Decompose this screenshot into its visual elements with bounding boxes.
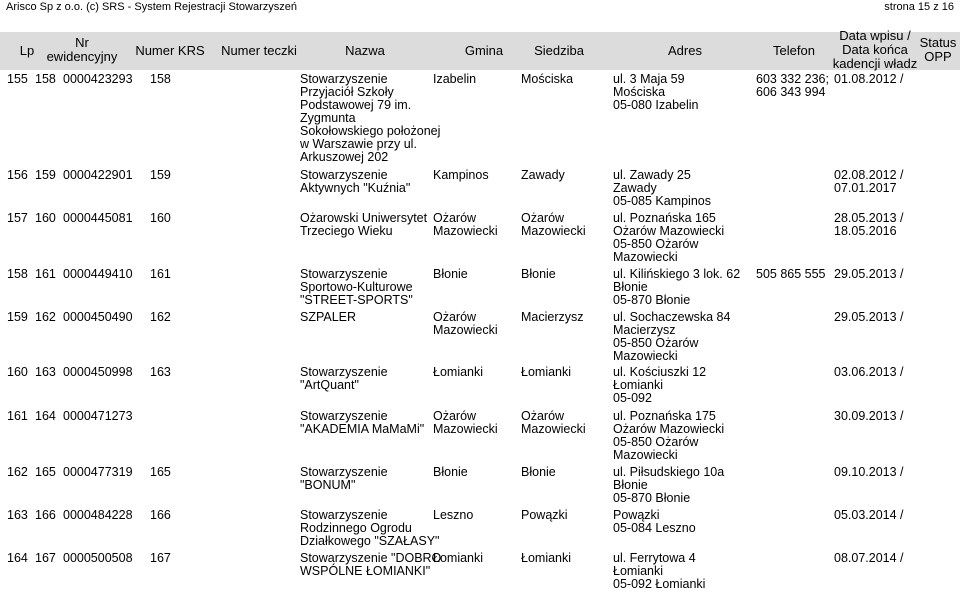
- cell-data-line: 08.07.2014 /: [834, 551, 904, 565]
- cell-nazwa-line: "ArtQuant": [300, 378, 359, 392]
- cell-nazwa-line: Ożarowski Uniwersytet: [300, 211, 428, 225]
- cell-gmina-line: Mazowiecki: [433, 323, 498, 337]
- cell-krs: 0000449410: [63, 267, 133, 281]
- cell-adres-line: 05-092 Łomianki: [613, 577, 706, 591]
- cell-lp: 158: [7, 267, 28, 281]
- cell-siedziba: [521, 466, 556, 479]
- cell-data-line: 07.01.2017: [834, 181, 897, 195]
- cell-adres-line: ul. Ferrytowa 4: [613, 551, 696, 565]
- cell-gmina-line: Błonie: [433, 267, 468, 281]
- cell-adres-line: Zawady: [613, 181, 657, 195]
- cell-data-line: 03.06.2013 /: [834, 365, 904, 379]
- cell-gmina-line: Ożarów: [433, 211, 477, 225]
- cell-siedziba: [521, 509, 568, 522]
- cell-adres-line: 05-870 Błonie: [613, 491, 691, 505]
- cell-gmina: [433, 73, 476, 86]
- header-nr-ewidencyjny: [42, 36, 122, 64]
- cell-nazwa: [300, 73, 440, 164]
- cell-nazwa: [300, 552, 441, 578]
- cell-adres: [613, 268, 740, 307]
- cell-gmina-line: Izabelin: [433, 72, 477, 86]
- cell-data: [834, 410, 904, 423]
- cell-adres-line: ul. Poznańska 175: [613, 409, 716, 423]
- cell-teczka: 163: [150, 365, 171, 379]
- cell-teczka: 161: [150, 267, 171, 281]
- cell-adres-line: Łomianki: [613, 564, 664, 578]
- header-adres: Adres: [668, 43, 702, 58]
- cell-data-line: 29.05.2013 /: [834, 267, 904, 281]
- cell-data-line: 05.03.2014 /: [834, 508, 904, 522]
- cell-nazwa-line: Stowarzyszenie: [300, 409, 388, 423]
- cell-teczka: 167: [150, 551, 171, 565]
- cell-adres-line: Ożarów Mazowiecki: [613, 224, 725, 238]
- header-status: [916, 36, 960, 64]
- cell-gmina-line: Łomianki: [433, 551, 484, 565]
- cell-adres-line: Błonie: [613, 280, 648, 294]
- cell-data: [834, 311, 904, 324]
- cell-lp: 157: [7, 211, 28, 225]
- cell-nazwa: [300, 169, 410, 195]
- cell-nazwa-line: Trzeciego Wieku: [300, 224, 393, 238]
- cell-siedziba-line: Błonie: [521, 267, 556, 281]
- cell-nazwa-line: Przyjaciół Szkoły: [300, 85, 394, 99]
- cell-gmina-line: Ożarów: [433, 310, 477, 324]
- cell-telefon: [756, 268, 826, 281]
- page-number: strona 15 z 16: [884, 1, 954, 13]
- cell-krs: 0000484228: [63, 508, 133, 522]
- header-telefon: Telefon: [773, 43, 815, 58]
- cell-adres-line: 05-084 Leszno: [613, 521, 696, 535]
- cell-nazwa: [300, 268, 413, 307]
- cell-data: [834, 73, 904, 86]
- cell-krs: 0000445081: [63, 211, 133, 225]
- cell-gmina: [433, 311, 498, 337]
- cell-adres-line: 05-085 Kampinos: [613, 194, 711, 208]
- cell-telefon-line: 603 332 236;: [756, 72, 829, 86]
- cell-teczka: 162: [150, 310, 171, 324]
- cell-adres: [613, 73, 698, 112]
- cell-nazwa-line: "AKADEMIA MaMaMi": [300, 422, 425, 436]
- cell-telefon: [756, 73, 829, 99]
- cell-siedziba-line: Mazowiecki: [521, 224, 586, 238]
- cell-lp: 156: [7, 168, 28, 182]
- cell-adres: [613, 552, 705, 591]
- cell-nazwa-line: Stowarzyszenie: [300, 72, 388, 86]
- cell-nazwa: [300, 410, 424, 436]
- cell-siedziba-line: Łomianki: [521, 551, 572, 565]
- cell-gmina: [433, 466, 468, 479]
- cell-teczka: 159: [150, 168, 171, 182]
- cell-adres-line: ul. Piłsudskiego 10a: [613, 465, 725, 479]
- cell-siedziba: [521, 552, 571, 565]
- header-gmina: Gmina: [464, 43, 504, 58]
- cell-siedziba-line: Ożarów: [521, 211, 565, 225]
- cell-nr: 160: [35, 211, 56, 225]
- cell-gmina-line: Błonie: [433, 465, 468, 479]
- cell-siedziba-line: Zawady: [521, 168, 565, 182]
- cell-nazwa: [300, 212, 427, 238]
- cell-data: [834, 212, 904, 238]
- cell-nazwa-line: Stowarzyszenie "DOBRO: [300, 551, 442, 565]
- header-teczki: Numer teczki: [221, 43, 297, 58]
- cell-adres: [613, 366, 706, 405]
- cell-nazwa-line: Sportowo-Kulturowe: [300, 280, 413, 294]
- cell-nazwa: [300, 366, 388, 392]
- cell-nazwa-line: WSPÓLNE ŁOMIANKI": [300, 564, 431, 578]
- cell-siedziba: [521, 212, 586, 238]
- cell-nazwa-line: Stowarzyszenie: [300, 465, 388, 479]
- header-status-line1: Status: [919, 35, 957, 50]
- cell-nazwa-line: Stowarzyszenie: [300, 168, 388, 182]
- cell-adres-line: 05-850 Ożarów: [613, 435, 699, 449]
- cell-adres-line: 05-870 Błonie: [613, 293, 691, 307]
- cell-siedziba-line: Łomianki: [521, 365, 572, 379]
- cell-krs: 0000423293: [63, 72, 133, 86]
- cell-gmina: [433, 268, 468, 281]
- cell-adres-line: Mazowiecki: [613, 250, 678, 264]
- header-data-line2: Data końca: [842, 42, 908, 57]
- cell-adres-line: 05-080 Izabelin: [613, 98, 699, 112]
- cell-siedziba-line: Ożarów: [521, 409, 565, 423]
- cell-data: [834, 268, 904, 281]
- cell-telefon-line: 606 343 994: [756, 85, 826, 99]
- cell-gmina: [433, 410, 498, 436]
- cell-adres-line: Ożarów Mazowiecki: [613, 422, 725, 436]
- table-header: [0, 28, 960, 71]
- cell-gmina: [433, 552, 483, 565]
- cell-nazwa-line: Aktywnych "Kuźnia": [300, 181, 411, 195]
- cell-nazwa-line: Działkowego "SZAŁASY": [300, 534, 440, 548]
- cell-siedziba-line: Macierzysz: [521, 310, 584, 324]
- cell-krs: 0000450490: [63, 310, 133, 324]
- cell-adres-line: ul. Kościuszki 12: [613, 365, 707, 379]
- cell-lp: 159: [7, 310, 28, 324]
- header-data-line1: Data wpisu /: [839, 28, 911, 43]
- cell-nr: 162: [35, 310, 56, 324]
- cell-data-line: 02.08.2012 /: [834, 168, 904, 182]
- cell-data: [834, 552, 904, 565]
- header-nr-line1: Nr: [75, 35, 89, 50]
- cell-nazwa-line: Arkuszowej 202: [300, 150, 389, 164]
- cell-gmina: [433, 169, 489, 182]
- cell-adres-line: ul. Poznańska 165: [613, 211, 716, 225]
- cell-adres-line: Powązki: [613, 508, 660, 522]
- cell-nr: 163: [35, 365, 56, 379]
- cell-gmina-line: Kampinos: [433, 168, 489, 182]
- cell-adres: [613, 509, 696, 535]
- cell-adres-line: Macierzysz: [613, 323, 676, 337]
- cell-nazwa-line: "STREET-SPORTS": [300, 293, 413, 307]
- cell-teczka: 158: [150, 72, 171, 86]
- copyright-text: Arisco Sp z o.o. (c) SRS - System Rejestracji Stowarzyszeń: [6, 1, 297, 13]
- cell-data: [834, 169, 904, 195]
- cell-teczka: 166: [150, 508, 171, 522]
- cell-nazwa: [300, 311, 356, 324]
- cell-krs: 0000471273: [63, 409, 133, 423]
- header-status-line2: OPP: [924, 49, 952, 64]
- cell-nr: 158: [35, 72, 56, 86]
- cell-adres: [613, 410, 724, 462]
- cell-data-line: 18.05.2016: [834, 224, 897, 238]
- cell-data-line: 29.05.2013 /: [834, 310, 904, 324]
- cell-nazwa-line: w Warszawie przy ul.: [300, 137, 417, 151]
- cell-data-line: 01.08.2012 /: [834, 72, 904, 86]
- cell-nazwa-line: Stowarzyszenie: [300, 508, 388, 522]
- cell-gmina: [433, 366, 483, 379]
- cell-adres-line: 05-092: [613, 391, 652, 405]
- cell-nazwa-line: Rodzinnego Ogrodu: [300, 521, 412, 535]
- cell-data: [834, 509, 904, 522]
- cell-data-line: 09.10.2013 /: [834, 465, 904, 479]
- header-data: [830, 29, 920, 71]
- cell-data-line: 30.09.2013 /: [834, 409, 904, 423]
- cell-krs: 0000500508: [63, 551, 133, 565]
- cell-nr: 165: [35, 465, 56, 479]
- cell-siedziba: [521, 169, 565, 182]
- cell-nr: 167: [35, 551, 56, 565]
- cell-siedziba: [521, 73, 573, 86]
- header-lp: Lp: [19, 43, 35, 58]
- cell-nr: 166: [35, 508, 56, 522]
- cell-adres-line: Mazowiecki: [613, 349, 678, 363]
- cell-adres-line: 05-850 Ożarów: [613, 336, 699, 350]
- cell-data: [834, 466, 904, 479]
- cell-nazwa-line: Podstawowej 79 im.: [300, 98, 412, 112]
- cell-nazwa-line: Sokołowskiego położonej: [300, 124, 441, 138]
- cell-telefon-line: 505 865 555: [756, 267, 826, 281]
- header-nazwa: Nazwa: [345, 43, 385, 58]
- cell-lp: 163: [7, 508, 28, 522]
- cell-adres-line: ul. Zawady 25: [613, 168, 691, 182]
- cell-nazwa-line: SZPALER: [300, 310, 357, 324]
- cell-gmina-line: Ożarów: [433, 409, 477, 423]
- cell-lp: 162: [7, 465, 28, 479]
- cell-teczka: 160: [150, 211, 171, 225]
- cell-adres-line: 05-850 Ożarów: [613, 237, 699, 251]
- cell-lp: 155: [7, 72, 28, 86]
- cell-nr: 159: [35, 168, 56, 182]
- cell-siedziba-line: Mościska: [521, 72, 574, 86]
- cell-data: [834, 366, 904, 379]
- cell-siedziba: [521, 410, 586, 436]
- cell-teczka: 165: [150, 465, 171, 479]
- cell-siedziba-line: Błonie: [521, 465, 556, 479]
- cell-siedziba: [521, 311, 584, 324]
- cell-nr: 161: [35, 267, 56, 281]
- cell-nazwa-line: Stowarzyszenie: [300, 365, 388, 379]
- cell-adres-line: Mościska: [613, 85, 666, 99]
- cell-nazwa-line: "BONUM": [300, 478, 356, 492]
- cell-nazwa-line: Stowarzyszenie: [300, 267, 388, 281]
- cell-gmina-line: Leszno: [433, 508, 474, 522]
- cell-adres-line: Błonie: [613, 478, 648, 492]
- cell-gmina-line: Mazowiecki: [433, 224, 498, 238]
- header-nr-line2: ewidencyjny: [46, 49, 118, 64]
- cell-siedziba: [521, 366, 571, 379]
- cell-gmina: [433, 212, 498, 238]
- cell-krs: 0000477319: [63, 465, 133, 479]
- cell-adres-line: Mazowiecki: [613, 448, 678, 462]
- cell-siedziba: [521, 268, 556, 281]
- cell-adres-line: ul. Sochaczewska 84: [613, 310, 731, 324]
- cell-lp: 160: [7, 365, 28, 379]
- cell-adres: [613, 212, 724, 264]
- cell-nazwa: [300, 466, 388, 492]
- cell-gmina-line: Łomianki: [433, 365, 484, 379]
- header-krs: Numer KRS: [135, 43, 205, 58]
- cell-adres: [613, 311, 730, 363]
- cell-adres-line: ul. 3 Maja 59: [613, 72, 685, 86]
- cell-lp: 164: [7, 551, 28, 565]
- cell-gmina-line: Mazowiecki: [433, 422, 498, 436]
- cell-krs: 0000450998: [63, 365, 133, 379]
- cell-nazwa: [300, 509, 440, 548]
- header-siedziba: Siedziba: [534, 43, 584, 58]
- cell-adres-line: Łomianki: [613, 378, 664, 392]
- cell-krs: 0000422901: [63, 168, 133, 182]
- cell-nr: 164: [35, 409, 56, 423]
- cell-adres: [613, 169, 711, 208]
- header-data-line3: kadencji władz: [832, 56, 918, 71]
- cell-adres-line: ul. Kilińskiego 3 lok. 62: [613, 267, 741, 281]
- cell-data-line: 28.05.2013 /: [834, 211, 904, 225]
- page-footer-bar: [0, 0, 960, 14]
- cell-siedziba-line: Powązki: [521, 508, 568, 522]
- cell-nazwa-line: Zygmunta: [300, 111, 356, 125]
- cell-gmina: [433, 509, 473, 522]
- cell-siedziba-line: Mazowiecki: [521, 422, 586, 436]
- cell-adres: [613, 466, 724, 505]
- cell-lp: 161: [7, 409, 28, 423]
